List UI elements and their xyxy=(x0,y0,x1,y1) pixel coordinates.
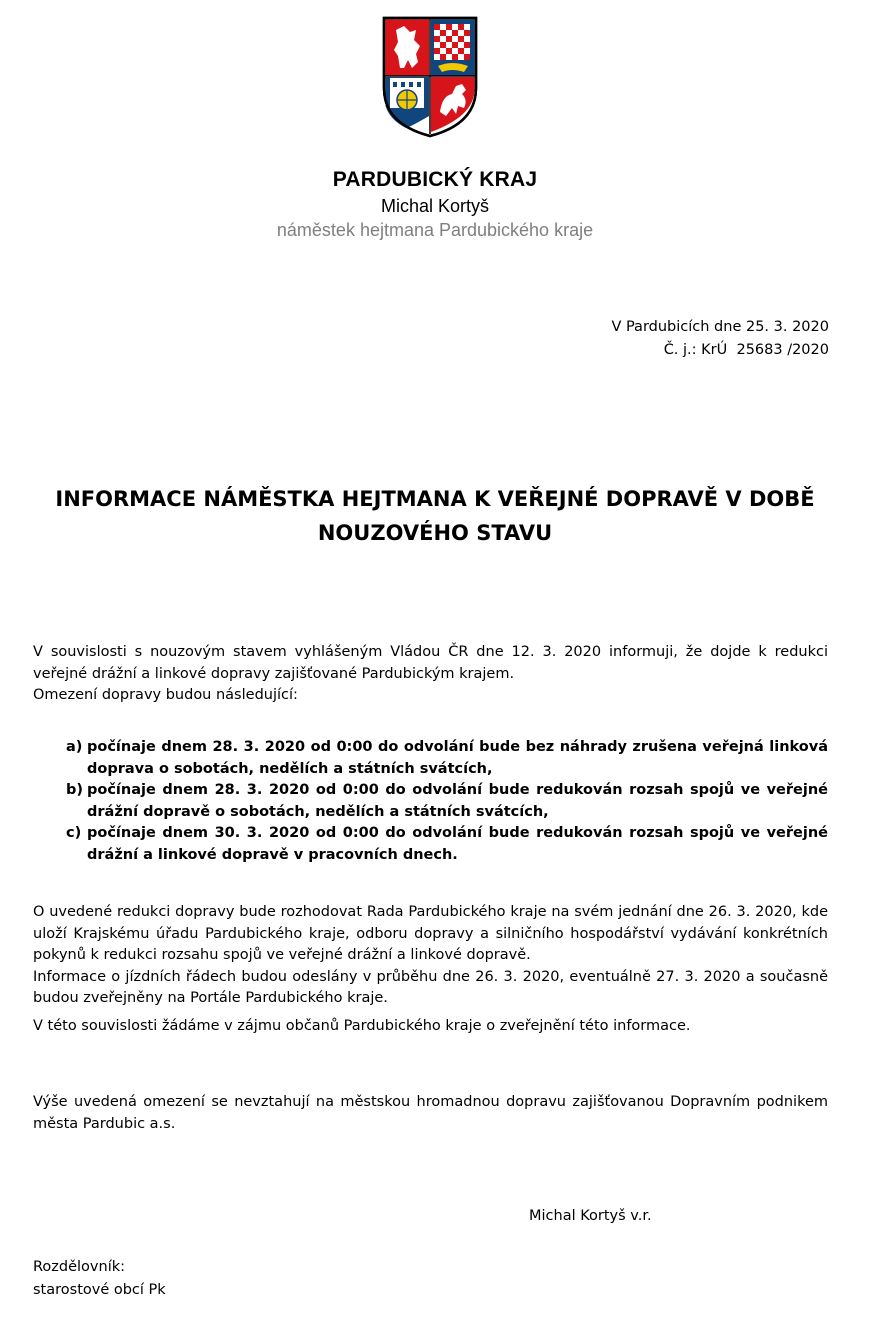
reduction-paragraph xyxy=(33,902,828,1010)
distribution-recipients: starostové obcí Pk xyxy=(33,1282,166,1298)
signature: Michal Kortyš v.r. xyxy=(529,1208,652,1224)
list-item xyxy=(66,737,828,780)
exemption-paragraph: Výše uvedená omezení se nevztahují na městskou hromadnou dopravu zajišťovanou Dopravním podnikem města Pardubic a.s. xyxy=(33,1094,828,1132)
title-line-1: INFORMACE NÁMĚSTKA HEJTMANA K VEŘEJNÉ DOPRAVĚ V DOBĚ xyxy=(55,487,815,511)
document-title xyxy=(30,482,840,550)
place-and-date: V Pardubicích dne 25. 3. 2020 xyxy=(611,319,829,335)
organization-name: PARDUBICKÝ KRAJ xyxy=(332,168,538,191)
list-item-text: počínaje dnem 28. 3. 2020 od 0:00 do odvolání bude redukován rozsah spojů ve veřejné drážní dopravě o sobotách, nedělích a státních svátcích, xyxy=(87,782,828,820)
restrictions-lead: Omezení dopravy budou následující: xyxy=(33,687,298,703)
sender-role: náměstek hejtmana Pardubického kraje xyxy=(276,220,594,240)
publish-request-paragraph: V této souvislosti žádáme v zájmu občanů Pardubického kraje o zveřejnění této informace. xyxy=(33,1018,691,1034)
list-item xyxy=(66,823,828,866)
timetables-text: Informace o jízdních řádech budou odeslány v průběhu dne 26. 3. 2020, eventuálně 27. 3. 2020 a současně budou zveřejněny na Portále Pardubického kraje. xyxy=(33,968,828,1006)
intro-paragraph xyxy=(33,642,828,707)
list-marker: b) xyxy=(66,782,84,798)
reduction-text: O uvedené redukci dopravy bude rozhodovat Rada Pardubického kraje na svém jednání dne 26. 3. 2020, kde uloží Krajskému úřadu Pardubického kraje, odboru dopravy a silničního hospodářství vydávání konkrétních pokynů k redukci rozsahu spojů ve veřejné drážní a linkové dopravě. xyxy=(33,904,828,963)
reference-number: Č. j.: KrÚ 25683 /2020 xyxy=(663,342,829,358)
sender-name: Michal Kortyš xyxy=(380,196,490,216)
restrictions-list xyxy=(66,737,828,866)
coat-of-arms-emblem xyxy=(382,16,478,138)
list-marker: a) xyxy=(66,739,83,755)
title-line-2: NOUZOVÉHO STAVU xyxy=(317,521,553,545)
distribution-list xyxy=(33,1256,166,1302)
distribution-label: Rozdělovník: xyxy=(33,1259,126,1275)
list-item-text: počínaje dnem 30. 3. 2020 od 0:00 do odvolání bude redukován rozsah spojů ve veřejné drážní a linkové dopravě v pracovních dnech. xyxy=(87,825,828,863)
list-item-text: počínaje dnem 28. 3. 2020 od 0:00 do odvolání bude bez náhrady zrušena veřejná linková doprava o sobotách, nedělích a státních svátcích, xyxy=(87,739,828,777)
list-marker: c) xyxy=(66,825,82,841)
list-item xyxy=(66,780,828,823)
intro-text: V souvislosti s nouzovým stavem vyhlášeným Vládou ČR dne 12. 3. 2020 informuji, že dojde k redukci veřejné drážní a linkové dopravy zajišťované Pardubickým krajem. xyxy=(33,644,828,682)
